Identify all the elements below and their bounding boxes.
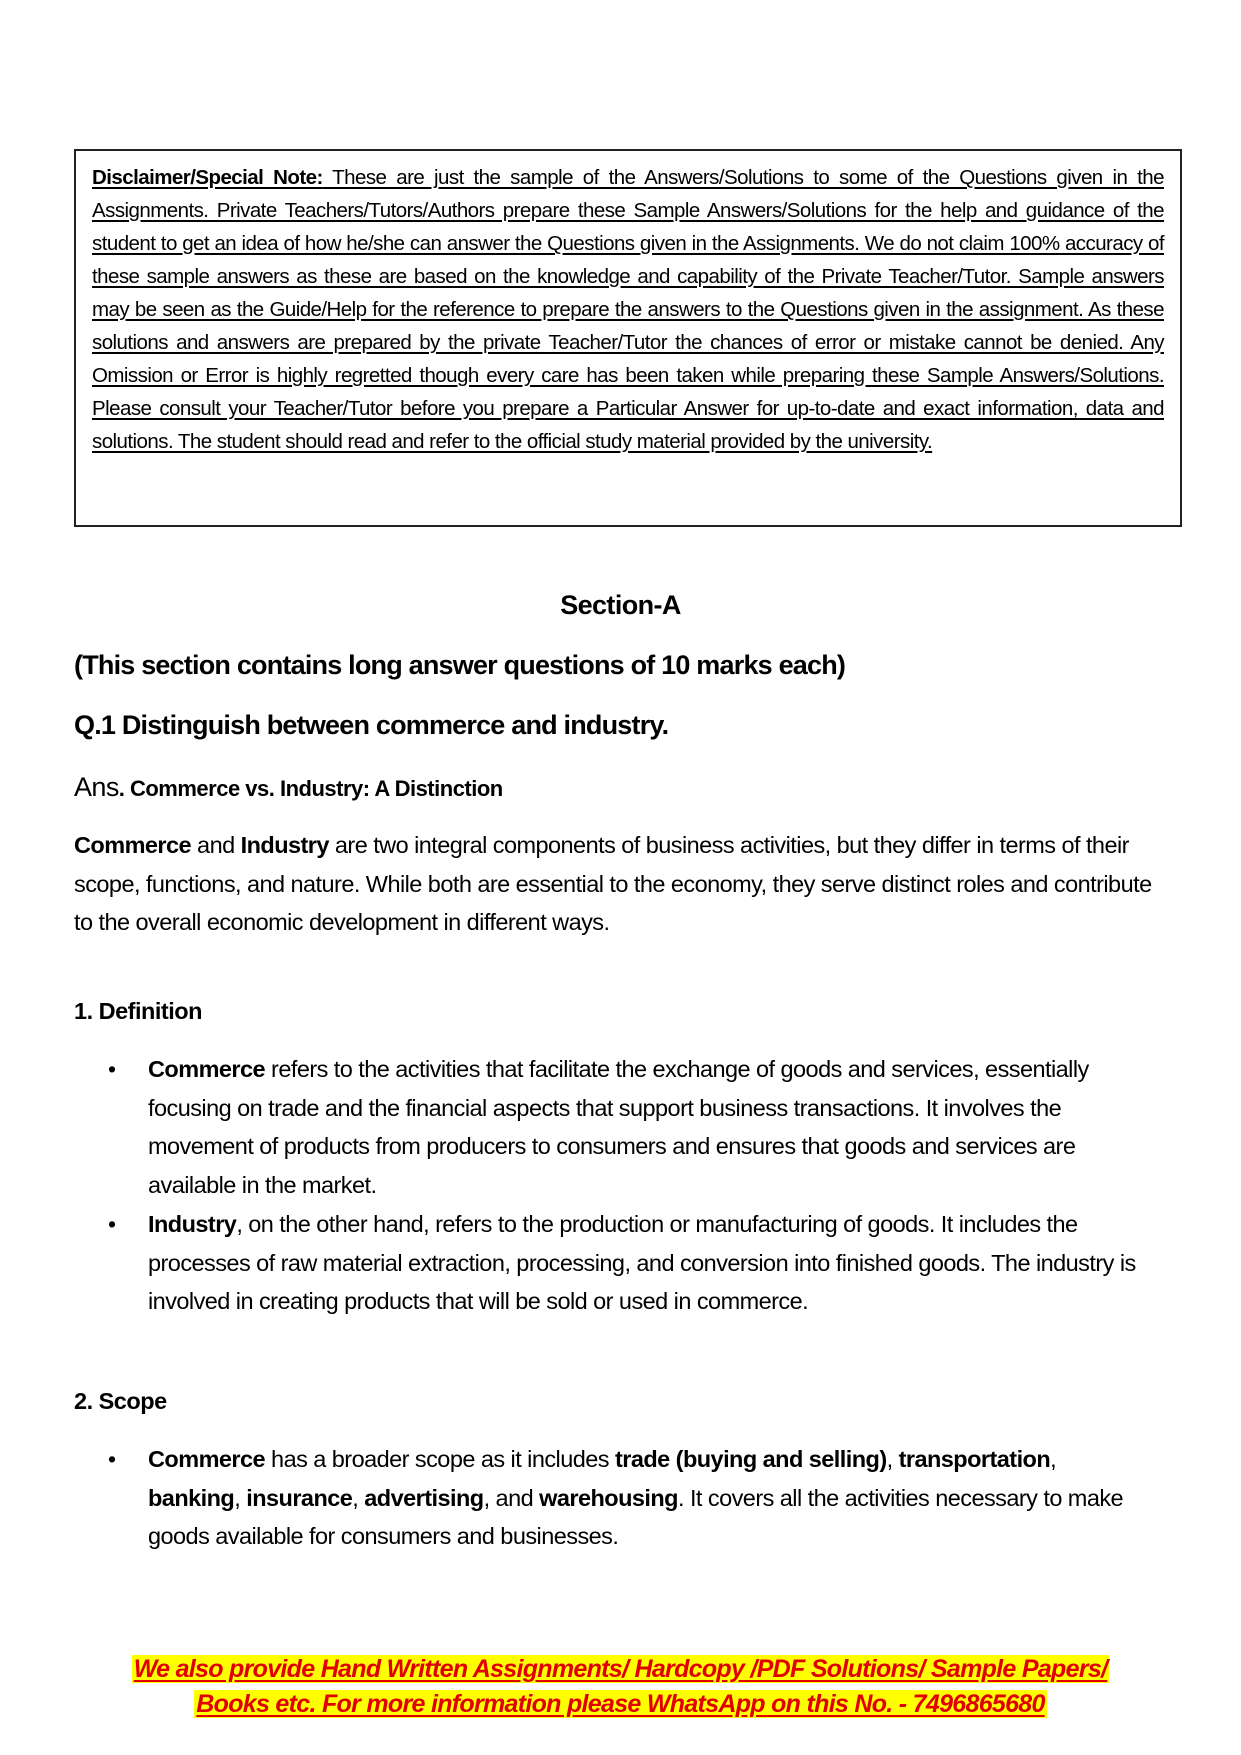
intro-term-industry: Industry: [240, 832, 329, 858]
bullet-body: . It covers all the activities necessary to make goods available for consumers and businesses.: [148, 1484, 1124, 1549]
answer-label: Ans: [74, 772, 119, 802]
intro-rest: are two integral components of business activities, but they differ in terms of their scope, functions, and nature. While both are essential to the economy, they serve distinct roles and contribute to the overall economic development in different ways.: [74, 832, 1152, 935]
bullet-term: transportation: [898, 1446, 1051, 1472]
bullet-term: trade (buying and selling): [614, 1446, 887, 1472]
question-title: Q.1 Distinguish between commerce and industry.: [74, 710, 669, 740]
disclaimer-text: [92, 161, 1164, 458]
bullet-body: ,: [1050, 1446, 1057, 1472]
bullet-term: warehousing: [539, 1484, 678, 1511]
bullet-term: Commerce: [148, 1446, 266, 1472]
bullet-body: ,: [886, 1446, 899, 1472]
bullet-icon: •: [108, 1446, 117, 1472]
list-item: [108, 1440, 1148, 1556]
answer-heading: [74, 772, 503, 803]
bullet-term: insurance: [246, 1484, 353, 1511]
bullet-icon: •: [108, 1211, 117, 1237]
bullet-body: ,: [234, 1484, 247, 1511]
bullet-term: Commerce: [148, 1056, 266, 1082]
promo-line-1: We also provide Hand Written Assignments/ Hardcopy /PDF Solutions/ Sample Papers/: [133, 1655, 1108, 1683]
bullet-body: has a broader scope as it includes: [265, 1446, 615, 1472]
subheading-scope: 2. Scope: [74, 1388, 167, 1414]
bullet-body: , on the other hand, refers to the production or manufacturing of goods. It includes the processes of raw material extraction, processing, and conversion into finished goods. The industry is involved in creating products that will be sold or used in commerce.: [148, 1211, 1136, 1314]
bullet-icon: •: [108, 1056, 117, 1082]
bullet-body: , and: [483, 1484, 540, 1511]
bullet-body: refers to the activities that facilitate the exchange of goods and services, essentially focusing on trade and the financial aspects that support business transactions. It involves the movement of products from producers to consumers and ensures that goods and services are available in the market.: [148, 1056, 1089, 1198]
bullet-text: [148, 1205, 1148, 1321]
intro-paragraph: [74, 826, 1154, 942]
bullet-text: [148, 1050, 1148, 1204]
section-subtitle: (This section contains long answer questions of 10 marks each): [74, 650, 846, 680]
disclaimer-body: These are just the sample of the Answers/Solutions to some of the Questions given in the Assignments. Private Teachers/Tutors/Authors prepare these Sample Answers/Solutions for the help and guidance of the student to get an idea of how he/she can answer the Questions given in the Assignments. We do not claim 100% accuracy of these sample answers as these are based on the knowledge and capability of the Private Teacher/Tutor. Sample answers may be seen as the Guide/Help for the reference to prepare the answers to the Questions given in the assignment. As these solutions and answers are prepared by the private Teacher/Tutor the chances of error or mistake cannot be denied. Any Omission or Error is highly regretted though every care has been taken while preparing these Sample Answers/Solutions. Please consult your Teacher/Tutor before you prepare a Particular Answer for up-to-date and exact information, data and solutions. The student should read and refer to the official study material provided by the university.: [92, 166, 1164, 453]
answer-heading-text: . Commerce vs. Industry: A Distinction: [118, 776, 503, 801]
promo-banner: [0, 1652, 1241, 1722]
promo-line-2: Books etc. For more information please WhatsApp on this No. - 7496865680: [196, 1690, 1045, 1718]
bullet-text: [148, 1440, 1148, 1556]
intro-term-commerce: Commerce: [74, 832, 192, 858]
subheading-definition: 1. Definition: [74, 998, 202, 1024]
bullet-body: ,: [352, 1484, 365, 1511]
disclaimer-box: [74, 149, 1182, 527]
list-item: [108, 1205, 1148, 1321]
list-item: [108, 1050, 1148, 1204]
section-title: Section-A: [560, 590, 681, 620]
bullet-term: advertising: [364, 1484, 484, 1511]
intro-and: and: [191, 832, 241, 858]
bullet-term: Industry: [148, 1211, 237, 1237]
bullet-term: banking: [148, 1484, 235, 1511]
disclaimer-lead: Disclaimer/Special Note:: [92, 166, 323, 189]
